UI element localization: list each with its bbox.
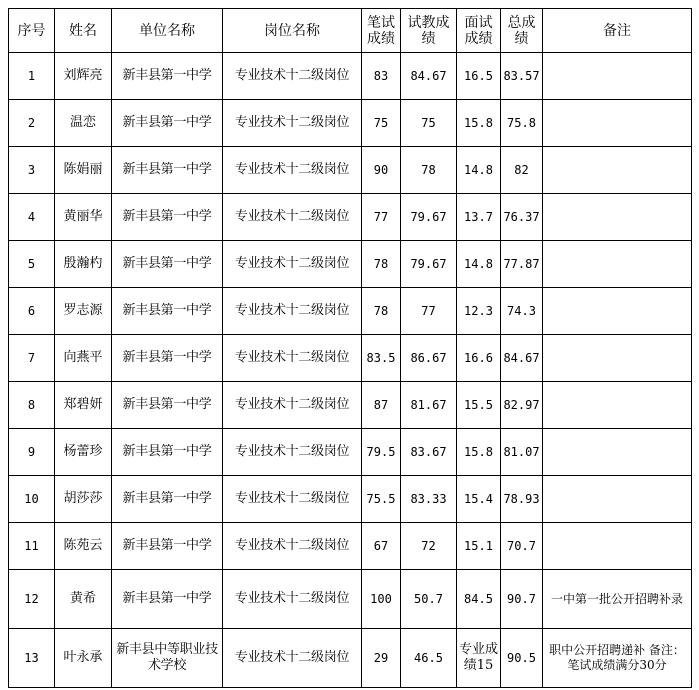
cell-total: 90.5 xyxy=(501,629,543,688)
header-written: 笔试成绩 xyxy=(362,9,401,53)
cell-interview: 12.3 xyxy=(457,288,501,335)
table-row xyxy=(9,429,692,476)
table-row xyxy=(9,476,692,523)
cell-teaching: 46.5 xyxy=(401,629,457,688)
score-table xyxy=(8,8,692,688)
cell-written: 67 xyxy=(362,523,401,570)
cell-post: 专业技术十二级岗位 xyxy=(223,335,362,382)
cell-interview: 13.7 xyxy=(457,194,501,241)
cell-unit: 新丰县第一中学 xyxy=(112,147,223,194)
header-teaching: 试教成绩 xyxy=(401,9,457,53)
cell-remark xyxy=(543,335,692,382)
cell-total: 90.7 xyxy=(501,570,543,629)
cell-interview: 15.8 xyxy=(457,100,501,147)
cell-name: 刘辉亮 xyxy=(55,53,112,100)
cell-total: 78.93 xyxy=(501,476,543,523)
cell-post: 专业技术十二级岗位 xyxy=(223,382,362,429)
header-interview: 面试成绩 xyxy=(457,9,501,53)
cell-post: 专业技术十二级岗位 xyxy=(223,429,362,476)
cell-remark xyxy=(543,523,692,570)
cell-post: 专业技术十二级岗位 xyxy=(223,476,362,523)
cell-remark xyxy=(543,476,692,523)
header-seq: 序号 xyxy=(9,9,55,53)
cell-unit: 新丰县第一中学 xyxy=(112,570,223,629)
cell-interview: 专业成绩15 xyxy=(457,629,501,688)
cell-written: 83.5 xyxy=(362,335,401,382)
cell-seq: 13 xyxy=(9,629,55,688)
header-remark: 备注 xyxy=(543,9,692,53)
cell-interview: 15.4 xyxy=(457,476,501,523)
cell-teaching: 79.67 xyxy=(401,194,457,241)
cell-post: 专业技术十二级岗位 xyxy=(223,194,362,241)
cell-seq: 2 xyxy=(9,100,55,147)
cell-unit: 新丰县第一中学 xyxy=(112,53,223,100)
cell-unit: 新丰县第一中学 xyxy=(112,100,223,147)
cell-total: 81.07 xyxy=(501,429,543,476)
cell-remark xyxy=(543,429,692,476)
cell-teaching: 83.67 xyxy=(401,429,457,476)
table-row xyxy=(9,100,692,147)
cell-written: 87 xyxy=(362,382,401,429)
table-row xyxy=(9,288,692,335)
cell-unit: 新丰县第一中学 xyxy=(112,382,223,429)
cell-remark: 一中第一批公开招聘补录 xyxy=(543,570,692,629)
cell-unit: 新丰县第一中学 xyxy=(112,429,223,476)
cell-interview: 15.1 xyxy=(457,523,501,570)
cell-teaching: 86.67 xyxy=(401,335,457,382)
cell-written: 77 xyxy=(362,194,401,241)
cell-written: 29 xyxy=(362,629,401,688)
table-row xyxy=(9,523,692,570)
cell-teaching: 75 xyxy=(401,100,457,147)
cell-remark xyxy=(543,241,692,288)
cell-teaching: 78 xyxy=(401,147,457,194)
cell-seq: 1 xyxy=(9,53,55,100)
cell-name: 温恋 xyxy=(55,100,112,147)
cell-post: 专业技术十二级岗位 xyxy=(223,523,362,570)
cell-remark xyxy=(543,382,692,429)
cell-teaching: 79.67 xyxy=(401,241,457,288)
header-unit: 单位名称 xyxy=(112,9,223,53)
cell-teaching: 83.33 xyxy=(401,476,457,523)
cell-name: 黄丽华 xyxy=(55,194,112,241)
cell-teaching: 81.67 xyxy=(401,382,457,429)
cell-name: 黄希 xyxy=(55,570,112,629)
table-row xyxy=(9,382,692,429)
cell-name: 胡莎莎 xyxy=(55,476,112,523)
cell-post: 专业技术十二级岗位 xyxy=(223,241,362,288)
table-body xyxy=(9,53,692,688)
cell-total: 70.7 xyxy=(501,523,543,570)
cell-interview: 16.6 xyxy=(457,335,501,382)
cell-interview: 15.8 xyxy=(457,429,501,476)
cell-post: 专业技术十二级岗位 xyxy=(223,570,362,629)
cell-post: 专业技术十二级岗位 xyxy=(223,288,362,335)
cell-total: 84.67 xyxy=(501,335,543,382)
cell-seq: 3 xyxy=(9,147,55,194)
cell-written: 100 xyxy=(362,570,401,629)
cell-total: 76.37 xyxy=(501,194,543,241)
cell-seq: 8 xyxy=(9,382,55,429)
cell-unit: 新丰县第一中学 xyxy=(112,476,223,523)
cell-seq: 5 xyxy=(9,241,55,288)
cell-teaching: 77 xyxy=(401,288,457,335)
cell-remark xyxy=(543,147,692,194)
table-row xyxy=(9,194,692,241)
header-post: 岗位名称 xyxy=(223,9,362,53)
cell-written: 78 xyxy=(362,288,401,335)
cell-seq: 4 xyxy=(9,194,55,241)
header-total: 总成绩 xyxy=(501,9,543,53)
cell-unit: 新丰县第一中学 xyxy=(112,194,223,241)
table-row xyxy=(9,241,692,288)
cell-name: 殷瀚杓 xyxy=(55,241,112,288)
cell-remark xyxy=(543,194,692,241)
cell-total: 82.97 xyxy=(501,382,543,429)
table-row xyxy=(9,147,692,194)
cell-name: 罗志源 xyxy=(55,288,112,335)
cell-interview: 14.8 xyxy=(457,241,501,288)
cell-name: 陈娟丽 xyxy=(55,147,112,194)
cell-post: 专业技术十二级岗位 xyxy=(223,147,362,194)
cell-remark xyxy=(543,288,692,335)
cell-written: 90 xyxy=(362,147,401,194)
cell-teaching: 72 xyxy=(401,523,457,570)
cell-unit: 新丰县第一中学 xyxy=(112,288,223,335)
table-row xyxy=(9,53,692,100)
cell-interview: 16.5 xyxy=(457,53,501,100)
cell-remark xyxy=(543,53,692,100)
cell-post: 专业技术十二级岗位 xyxy=(223,629,362,688)
cell-remark: 职中公开招聘递补 备注：笔试成绩满分30分 xyxy=(543,629,692,688)
cell-unit: 新丰县中等职业技术学校 xyxy=(112,629,223,688)
header-row xyxy=(9,9,692,53)
cell-total: 75.8 xyxy=(501,100,543,147)
cell-written: 78 xyxy=(362,241,401,288)
cell-name: 叶永承 xyxy=(55,629,112,688)
cell-name: 向燕平 xyxy=(55,335,112,382)
cell-interview: 14.8 xyxy=(457,147,501,194)
cell-post: 专业技术十二级岗位 xyxy=(223,53,362,100)
cell-total: 74.3 xyxy=(501,288,543,335)
cell-seq: 10 xyxy=(9,476,55,523)
cell-interview: 84.5 xyxy=(457,570,501,629)
cell-interview: 15.5 xyxy=(457,382,501,429)
cell-seq: 11 xyxy=(9,523,55,570)
cell-written: 75.5 xyxy=(362,476,401,523)
cell-name: 郑碧妍 xyxy=(55,382,112,429)
cell-written: 75 xyxy=(362,100,401,147)
cell-seq: 6 xyxy=(9,288,55,335)
cell-unit: 新丰县第一中学 xyxy=(112,241,223,288)
table-row xyxy=(9,335,692,382)
cell-seq: 9 xyxy=(9,429,55,476)
cell-name: 杨蕾珍 xyxy=(55,429,112,476)
table-row xyxy=(9,570,692,629)
cell-seq: 12 xyxy=(9,570,55,629)
header-name: 姓名 xyxy=(55,9,112,53)
cell-remark xyxy=(543,100,692,147)
cell-teaching: 50.7 xyxy=(401,570,457,629)
cell-post: 专业技术十二级岗位 xyxy=(223,100,362,147)
cell-written: 83 xyxy=(362,53,401,100)
cell-seq: 7 xyxy=(9,335,55,382)
cell-name: 陈苑云 xyxy=(55,523,112,570)
cell-unit: 新丰县第一中学 xyxy=(112,335,223,382)
table-row xyxy=(9,629,692,688)
cell-teaching: 84.67 xyxy=(401,53,457,100)
cell-unit: 新丰县第一中学 xyxy=(112,523,223,570)
cell-written: 79.5 xyxy=(362,429,401,476)
cell-total: 83.57 xyxy=(501,53,543,100)
cell-total: 82 xyxy=(501,147,543,194)
cell-total: 77.87 xyxy=(501,241,543,288)
